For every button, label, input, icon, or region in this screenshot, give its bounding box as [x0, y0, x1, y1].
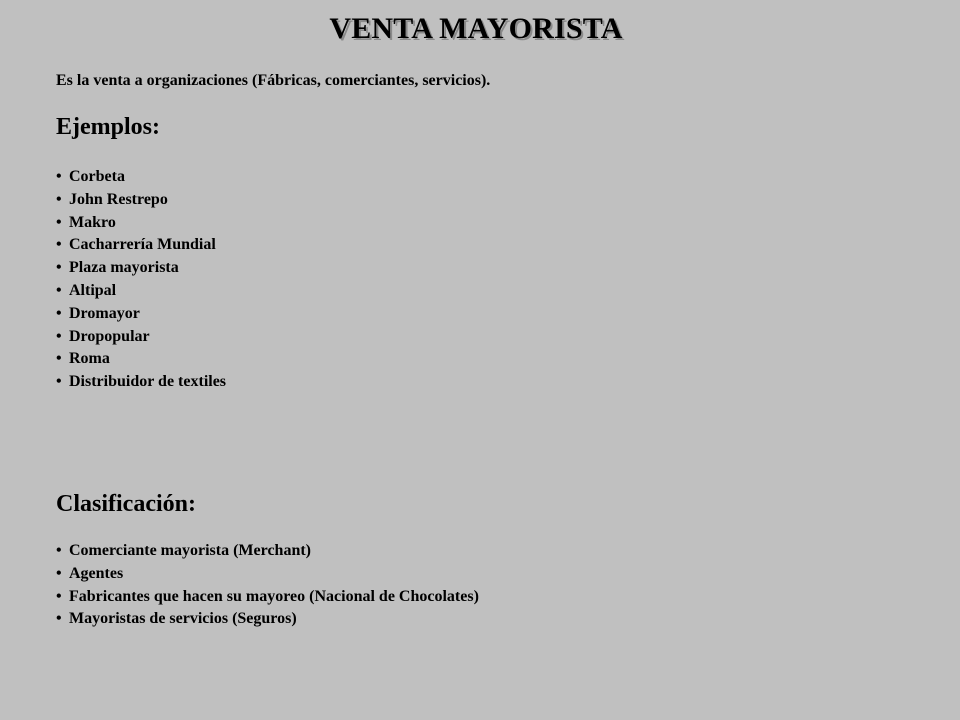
list-item-label: Mayoristas de servicios (Seguros)	[69, 610, 297, 628]
classification-heading: Clasificación:	[56, 491, 196, 517]
list-item-label: Fabricantes que hacen su mayoreo (Nacional de Chocolates)	[69, 587, 479, 605]
bullet-icon: •	[56, 304, 62, 322]
list-item-label: Distribuidor de textiles	[69, 373, 227, 391]
list-item-label: Cacharrería Mundial	[69, 236, 216, 254]
bullet-icon: •	[56, 168, 62, 185]
examples-list	[56, 166, 226, 394]
list-item	[56, 257, 226, 280]
list-item-label: Corbeta	[69, 168, 125, 185]
list-item	[56, 166, 226, 189]
list-item-label: Roma	[69, 350, 110, 368]
list-item-label: Altipal	[69, 281, 117, 299]
bullet-icon: •	[56, 327, 62, 345]
list-item	[56, 303, 226, 326]
list-item	[56, 234, 226, 257]
list-item	[56, 280, 226, 303]
list-item-label: Dromayor	[69, 304, 140, 322]
bullet-icon: •	[56, 373, 62, 391]
list-item-label: Comerciante mayorista (Merchant)	[69, 542, 311, 559]
bullet-icon: •	[56, 542, 62, 559]
list-item	[56, 371, 226, 394]
bullet-icon: •	[56, 236, 62, 254]
bullet-icon: •	[56, 213, 62, 231]
list-item-label: John Restrepo	[69, 190, 168, 208]
list-item	[56, 563, 479, 586]
bullet-icon: •	[56, 259, 62, 277]
list-item-label: Dropopular	[69, 327, 150, 345]
list-item	[56, 189, 226, 212]
bullet-icon: •	[56, 350, 62, 368]
intro-text: Es la venta a organizaciones (Fábricas, comerciantes, servicios).	[56, 72, 491, 89]
bullet-icon: •	[56, 587, 62, 605]
bullet-icon: •	[56, 610, 62, 628]
examples-heading: Ejemplos:	[56, 114, 160, 140]
list-item-label: Makro	[69, 213, 116, 231]
list-item	[56, 348, 226, 371]
list-item	[56, 540, 479, 563]
list-item	[56, 586, 479, 609]
list-item	[56, 212, 226, 235]
classification-list	[56, 540, 479, 631]
list-item-label: Agentes	[69, 564, 124, 582]
list-item	[56, 608, 479, 631]
bullet-icon: •	[56, 190, 62, 208]
bullet-icon: •	[56, 281, 62, 299]
slide-title: VENTA MAYORISTA	[329, 12, 623, 45]
bullet-icon: •	[56, 564, 62, 582]
list-item	[56, 326, 226, 349]
list-item-label: Plaza mayorista	[69, 259, 179, 277]
